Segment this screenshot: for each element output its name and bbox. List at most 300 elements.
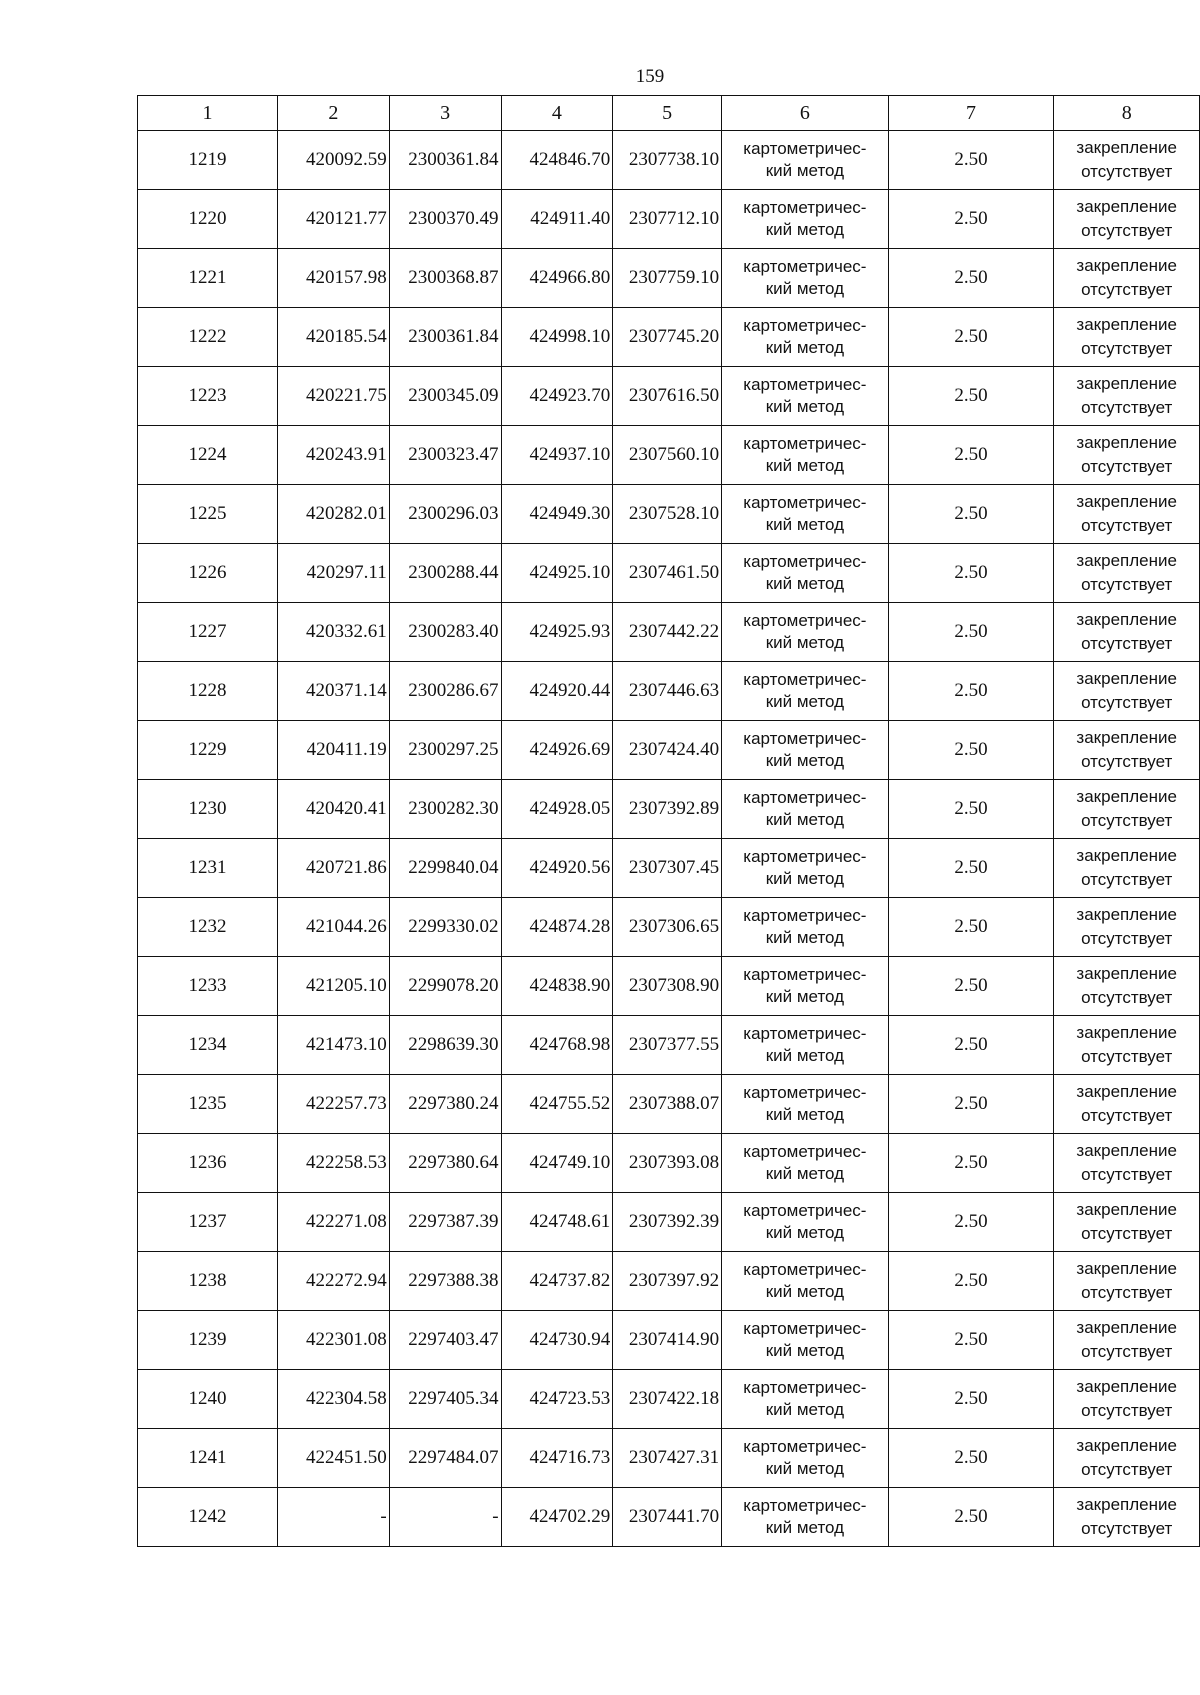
point-number-cell: 1227 <box>138 603 278 662</box>
fixation-cell-line: отсутствует <box>1081 280 1173 299</box>
fixation-cell <box>1054 1134 1200 1193</box>
accuracy-cell: 2.50 <box>888 367 1054 426</box>
fixation-cell-line: закрепление <box>1076 374 1177 393</box>
x-coordinate-cell: 420243.91 <box>278 426 390 485</box>
accuracy-cell: 2.50 <box>888 1193 1054 1252</box>
point-number-cell: 1238 <box>138 1252 278 1311</box>
method-cell <box>722 721 889 780</box>
method-cell-line: кий метод <box>765 1046 845 1065</box>
table-row <box>138 1134 1200 1193</box>
fixation-cell-line: закрепление <box>1076 1318 1177 1337</box>
y-coordinate-cell: 2300361.84 <box>389 131 501 190</box>
table-row <box>138 957 1200 1016</box>
method-cell-line: кий метод <box>765 1164 845 1183</box>
column-header: 7 <box>888 96 1054 131</box>
x-coordinate-cell: 424966.80 <box>501 249 613 308</box>
x-coordinate-cell: 424716.73 <box>501 1429 613 1488</box>
fixation-cell <box>1054 1252 1200 1311</box>
method-cell <box>722 426 889 485</box>
y-coordinate-cell: 2307616.50 <box>613 367 722 426</box>
fixation-cell-line: отсутствует <box>1081 339 1173 358</box>
accuracy-cell: 2.50 <box>888 190 1054 249</box>
accuracy-cell: 2.50 <box>888 1488 1054 1547</box>
accuracy-cell: 2.50 <box>888 1429 1054 1488</box>
x-coordinate-cell: 424998.10 <box>501 308 613 367</box>
point-number-cell: 1224 <box>138 426 278 485</box>
accuracy-cell: 2.50 <box>888 544 1054 603</box>
accuracy-cell: 2.50 <box>888 249 1054 308</box>
method-cell <box>722 308 889 367</box>
y-coordinate-cell: 2297403.47 <box>389 1311 501 1370</box>
method-cell-line: кий метод <box>765 1341 845 1360</box>
y-coordinate-cell: 2300368.87 <box>389 249 501 308</box>
fixation-cell <box>1054 249 1200 308</box>
fixation-cell-line: отсутствует <box>1081 457 1173 476</box>
fixation-cell-line: закрепление <box>1076 846 1177 865</box>
y-coordinate-cell: 2307392.89 <box>613 780 722 839</box>
method-cell <box>722 662 889 721</box>
y-coordinate-cell: 2307446.63 <box>613 662 722 721</box>
point-number-cell: 1219 <box>138 131 278 190</box>
point-number-cell: 1236 <box>138 1134 278 1193</box>
fixation-cell <box>1054 308 1200 367</box>
method-cell-line: кий метод <box>765 692 845 711</box>
y-coordinate-cell: 2300296.03 <box>389 485 501 544</box>
y-coordinate-cell: 2300345.09 <box>389 367 501 426</box>
method-cell-line: кий метод <box>765 279 845 298</box>
x-coordinate-cell: 422451.50 <box>278 1429 390 1488</box>
table-row <box>138 780 1200 839</box>
method-cell-line: картометричес- <box>743 493 867 512</box>
method-cell-line: картометричес- <box>743 611 867 630</box>
y-coordinate-cell: 2299330.02 <box>389 898 501 957</box>
method-cell-line: картометричес- <box>743 965 867 984</box>
table-row <box>138 1016 1200 1075</box>
y-coordinate-cell: 2307377.55 <box>613 1016 722 1075</box>
x-coordinate-cell: - <box>278 1488 390 1547</box>
fixation-cell-line: закрепление <box>1076 197 1177 216</box>
fixation-cell-line: закрепление <box>1076 905 1177 924</box>
column-header: 5 <box>613 96 722 131</box>
x-coordinate-cell: 424925.93 <box>501 603 613 662</box>
method-cell-line: кий метод <box>765 1282 845 1301</box>
point-number-cell: 1239 <box>138 1311 278 1370</box>
fixation-cell-line: отсутствует <box>1081 162 1173 181</box>
y-coordinate-cell: 2307393.08 <box>613 1134 722 1193</box>
point-number-cell: 1229 <box>138 721 278 780</box>
point-number-cell: 1221 <box>138 249 278 308</box>
x-coordinate-cell: 420411.19 <box>278 721 390 780</box>
fixation-cell <box>1054 485 1200 544</box>
method-cell <box>722 1016 889 1075</box>
method-cell <box>722 1134 889 1193</box>
x-coordinate-cell: 422271.08 <box>278 1193 390 1252</box>
table-row <box>138 1488 1200 1547</box>
x-coordinate-cell: 424928.05 <box>501 780 613 839</box>
method-cell-line: картометричес- <box>743 1024 867 1043</box>
accuracy-cell: 2.50 <box>888 1311 1054 1370</box>
method-cell <box>722 1488 889 1547</box>
y-coordinate-cell: 2300361.84 <box>389 308 501 367</box>
method-cell-line: кий метод <box>765 928 845 947</box>
x-coordinate-cell: 424920.56 <box>501 839 613 898</box>
fixation-cell-line: закрепление <box>1076 610 1177 629</box>
method-cell <box>722 839 889 898</box>
y-coordinate-cell: 2300370.49 <box>389 190 501 249</box>
accuracy-cell: 2.50 <box>888 780 1054 839</box>
accuracy-cell: 2.50 <box>888 1252 1054 1311</box>
fixation-cell-line: закрепление <box>1076 315 1177 334</box>
fixation-cell-line: отсутствует <box>1081 1283 1173 1302</box>
fixation-cell-line: закрепление <box>1076 669 1177 688</box>
table-row <box>138 131 1200 190</box>
fixation-cell-line: закрепление <box>1076 1495 1177 1514</box>
x-coordinate-cell: 422272.94 <box>278 1252 390 1311</box>
method-cell <box>722 367 889 426</box>
y-coordinate-cell: 2300286.67 <box>389 662 501 721</box>
point-number-cell: 1228 <box>138 662 278 721</box>
x-coordinate-cell: 420185.54 <box>278 308 390 367</box>
y-coordinate-cell: 2307388.07 <box>613 1075 722 1134</box>
x-coordinate-cell: 420282.01 <box>278 485 390 544</box>
point-number-cell: 1226 <box>138 544 278 603</box>
table-row <box>138 544 1200 603</box>
method-cell-line: кий метод <box>765 220 845 239</box>
point-number-cell: 1232 <box>138 898 278 957</box>
accuracy-cell: 2.50 <box>888 662 1054 721</box>
method-cell-line: кий метод <box>765 1105 845 1124</box>
method-cell <box>722 1429 889 1488</box>
method-cell-line: картометричес- <box>743 1142 867 1161</box>
accuracy-cell: 2.50 <box>888 1134 1054 1193</box>
x-coordinate-cell: 420092.59 <box>278 131 390 190</box>
method-cell-line: кий метод <box>765 810 845 829</box>
fixation-cell <box>1054 1488 1200 1547</box>
fixation-cell-line: закрепление <box>1076 1200 1177 1219</box>
method-cell-line: картометричес- <box>743 139 867 158</box>
method-cell-line: картометричес- <box>743 1201 867 1220</box>
table-row <box>138 1193 1200 1252</box>
x-coordinate-cell: 424874.28 <box>501 898 613 957</box>
fixation-cell-line: отсутствует <box>1081 634 1173 653</box>
accuracy-cell: 2.50 <box>888 308 1054 367</box>
x-coordinate-cell: 420221.75 <box>278 367 390 426</box>
fixation-cell-line: закрепление <box>1076 1377 1177 1396</box>
fixation-cell-line: закрепление <box>1076 551 1177 570</box>
method-cell-line: картометричес- <box>743 1083 867 1102</box>
y-coordinate-cell: - <box>389 1488 501 1547</box>
fixation-cell <box>1054 426 1200 485</box>
fixation-cell <box>1054 1193 1200 1252</box>
x-coordinate-cell: 420420.41 <box>278 780 390 839</box>
method-cell-line: кий метод <box>765 574 845 593</box>
fixation-cell <box>1054 662 1200 721</box>
point-number-cell: 1230 <box>138 780 278 839</box>
column-header: 2 <box>278 96 390 131</box>
fixation-cell-line: отсутствует <box>1081 221 1173 240</box>
x-coordinate-cell: 424846.70 <box>501 131 613 190</box>
method-cell-line: кий метод <box>765 1518 845 1537</box>
method-cell-line: картометричес- <box>743 729 867 748</box>
method-cell-line: картометричес- <box>743 906 867 925</box>
method-cell-line: кий метод <box>765 397 845 416</box>
y-coordinate-cell: 2307307.45 <box>613 839 722 898</box>
fixation-cell-line: закрепление <box>1076 728 1177 747</box>
y-coordinate-cell: 2307461.50 <box>613 544 722 603</box>
method-cell-line: кий метод <box>765 515 845 534</box>
fixation-cell <box>1054 367 1200 426</box>
y-coordinate-cell: 2307738.10 <box>613 131 722 190</box>
x-coordinate-cell: 424755.52 <box>501 1075 613 1134</box>
point-number-cell: 1233 <box>138 957 278 1016</box>
y-coordinate-cell: 2307306.65 <box>613 898 722 957</box>
point-number-cell: 1225 <box>138 485 278 544</box>
table-row <box>138 308 1200 367</box>
page-number: 159 <box>635 66 665 87</box>
method-cell-line: картометричес- <box>743 1437 867 1456</box>
fixation-cell <box>1054 1429 1200 1488</box>
fixation-cell-line: отсутствует <box>1081 1047 1173 1066</box>
table-row <box>138 1252 1200 1311</box>
fixation-cell <box>1054 190 1200 249</box>
method-cell <box>722 1075 889 1134</box>
table-row <box>138 485 1200 544</box>
fixation-cell-line: закрепление <box>1076 787 1177 806</box>
method-cell-line: картометричес- <box>743 1319 867 1338</box>
x-coordinate-cell: 421205.10 <box>278 957 390 1016</box>
method-cell-line: картометричес- <box>743 1378 867 1397</box>
fixation-cell <box>1054 1311 1200 1370</box>
column-header: 4 <box>501 96 613 131</box>
x-coordinate-cell: 421473.10 <box>278 1016 390 1075</box>
x-coordinate-cell: 424748.61 <box>501 1193 613 1252</box>
point-number-cell: 1242 <box>138 1488 278 1547</box>
accuracy-cell: 2.50 <box>888 426 1054 485</box>
column-header: 3 <box>389 96 501 131</box>
fixation-cell <box>1054 131 1200 190</box>
y-coordinate-cell: 2307712.10 <box>613 190 722 249</box>
table-row <box>138 1075 1200 1134</box>
y-coordinate-cell: 2307308.90 <box>613 957 722 1016</box>
method-cell-line: кий метод <box>765 456 845 475</box>
method-cell <box>722 1311 889 1370</box>
method-cell-line: кий метод <box>765 633 845 652</box>
table-row <box>138 249 1200 308</box>
method-cell-line: картометричес- <box>743 1496 867 1515</box>
x-coordinate-cell: 424923.70 <box>501 367 613 426</box>
point-number-cell: 1240 <box>138 1370 278 1429</box>
fixation-cell-line: отсутствует <box>1081 398 1173 417</box>
fixation-cell-line: отсутствует <box>1081 1401 1173 1420</box>
method-cell-line: кий метод <box>765 1459 845 1478</box>
fixation-cell-line: закрепление <box>1076 138 1177 157</box>
y-coordinate-cell: 2300282.30 <box>389 780 501 839</box>
fixation-cell <box>1054 839 1200 898</box>
y-coordinate-cell: 2307745.20 <box>613 308 722 367</box>
y-coordinate-cell: 2297380.24 <box>389 1075 501 1134</box>
table-row <box>138 1311 1200 1370</box>
method-cell-line: картометричес- <box>743 434 867 453</box>
fixation-cell-line: отсутствует <box>1081 1460 1173 1479</box>
fixation-cell-line: отсутствует <box>1081 1224 1173 1243</box>
fixation-cell-line: закрепление <box>1076 433 1177 452</box>
fixation-cell-line: отсутствует <box>1081 1106 1173 1125</box>
y-coordinate-cell: 2300288.44 <box>389 544 501 603</box>
table-row <box>138 839 1200 898</box>
x-coordinate-cell: 420157.98 <box>278 249 390 308</box>
accuracy-cell: 2.50 <box>888 1370 1054 1429</box>
x-coordinate-cell: 420371.14 <box>278 662 390 721</box>
y-coordinate-cell: 2300297.25 <box>389 721 501 780</box>
x-coordinate-cell: 424768.98 <box>501 1016 613 1075</box>
column-header: 1 <box>138 96 278 131</box>
x-coordinate-cell: 424737.82 <box>501 1252 613 1311</box>
method-cell-line: кий метод <box>765 1400 845 1419</box>
y-coordinate-cell: 2307397.92 <box>613 1252 722 1311</box>
table-row <box>138 1429 1200 1488</box>
column-header: 8 <box>1054 96 1200 131</box>
fixation-cell <box>1054 1075 1200 1134</box>
accuracy-cell: 2.50 <box>888 485 1054 544</box>
fixation-cell-line: закрепление <box>1076 256 1177 275</box>
method-cell <box>722 249 889 308</box>
accuracy-cell: 2.50 <box>888 131 1054 190</box>
x-coordinate-cell: 422257.73 <box>278 1075 390 1134</box>
x-coordinate-cell: 424937.10 <box>501 426 613 485</box>
fixation-cell <box>1054 544 1200 603</box>
coordinates-table <box>137 95 1200 1547</box>
method-cell-line: картометричес- <box>743 552 867 571</box>
method-cell-line: картометричес- <box>743 316 867 335</box>
x-coordinate-cell: 424911.40 <box>501 190 613 249</box>
fixation-cell-line: закрепление <box>1076 1023 1177 1042</box>
method-cell <box>722 190 889 249</box>
method-cell-line: картометричес- <box>743 847 867 866</box>
table-row <box>138 603 1200 662</box>
fixation-cell-line: отсутствует <box>1081 929 1173 948</box>
y-coordinate-cell: 2300323.47 <box>389 426 501 485</box>
y-coordinate-cell: 2298639.30 <box>389 1016 501 1075</box>
x-coordinate-cell: 420121.77 <box>278 190 390 249</box>
y-coordinate-cell: 2307427.31 <box>613 1429 722 1488</box>
y-coordinate-cell: 2307528.10 <box>613 485 722 544</box>
method-cell-line: картометричес- <box>743 198 867 217</box>
fixation-cell-line: отсутствует <box>1081 1342 1173 1361</box>
y-coordinate-cell: 2297405.34 <box>389 1370 501 1429</box>
point-number-cell: 1223 <box>138 367 278 426</box>
table-header-row <box>138 96 1200 131</box>
fixation-cell-line: закрепление <box>1076 1259 1177 1278</box>
method-cell <box>722 957 889 1016</box>
fixation-cell <box>1054 957 1200 1016</box>
method-cell <box>722 1252 889 1311</box>
column-header: 6 <box>722 96 889 131</box>
fixation-cell-line: отсутствует <box>1081 1165 1173 1184</box>
y-coordinate-cell: 2297380.64 <box>389 1134 501 1193</box>
method-cell-line: кий метод <box>765 751 845 770</box>
fixation-cell-line: отсутствует <box>1081 516 1173 535</box>
point-number-cell: 1220 <box>138 190 278 249</box>
method-cell-line: кий метод <box>765 338 845 357</box>
table-body <box>138 131 1200 1547</box>
method-cell <box>722 131 889 190</box>
method-cell <box>722 485 889 544</box>
table-row <box>138 721 1200 780</box>
y-coordinate-cell: 2307414.90 <box>613 1311 722 1370</box>
table-row <box>138 190 1200 249</box>
method-cell <box>722 780 889 839</box>
fixation-cell-line: отсутствует <box>1081 988 1173 1007</box>
table-row <box>138 898 1200 957</box>
fixation-cell-line: отсутствует <box>1081 811 1173 830</box>
fixation-cell-line: закрепление <box>1076 1141 1177 1160</box>
fixation-cell-line: закрепление <box>1076 1436 1177 1455</box>
x-coordinate-cell: 424730.94 <box>501 1311 613 1370</box>
method-cell-line: картометричес- <box>743 788 867 807</box>
x-coordinate-cell: 424723.53 <box>501 1370 613 1429</box>
method-cell-line: картометричес- <box>743 257 867 276</box>
y-coordinate-cell: 2307392.39 <box>613 1193 722 1252</box>
fixation-cell <box>1054 1016 1200 1075</box>
method-cell-line: картометричес- <box>743 375 867 394</box>
x-coordinate-cell: 422304.58 <box>278 1370 390 1429</box>
x-coordinate-cell: 424949.30 <box>501 485 613 544</box>
fixation-cell-line: закрепление <box>1076 1082 1177 1101</box>
method-cell <box>722 603 889 662</box>
y-coordinate-cell: 2307560.10 <box>613 426 722 485</box>
point-number-cell: 1222 <box>138 308 278 367</box>
point-number-cell: 1241 <box>138 1429 278 1488</box>
fixation-cell <box>1054 1370 1200 1429</box>
y-coordinate-cell: 2307759.10 <box>613 249 722 308</box>
y-coordinate-cell: 2299840.04 <box>389 839 501 898</box>
accuracy-cell: 2.50 <box>888 898 1054 957</box>
method-cell-line: кий метод <box>765 987 845 1006</box>
table-row <box>138 662 1200 721</box>
method-cell-line: кий метод <box>765 1223 845 1242</box>
y-coordinate-cell: 2299078.20 <box>389 957 501 1016</box>
y-coordinate-cell: 2297388.38 <box>389 1252 501 1311</box>
method-cell <box>722 898 889 957</box>
fixation-cell <box>1054 603 1200 662</box>
accuracy-cell: 2.50 <box>888 603 1054 662</box>
x-coordinate-cell: 420721.86 <box>278 839 390 898</box>
accuracy-cell: 2.50 <box>888 839 1054 898</box>
x-coordinate-cell: 420332.61 <box>278 603 390 662</box>
point-number-cell: 1237 <box>138 1193 278 1252</box>
x-coordinate-cell: 422301.08 <box>278 1311 390 1370</box>
method-cell <box>722 1370 889 1429</box>
y-coordinate-cell: 2300283.40 <box>389 603 501 662</box>
fixation-cell-line: закрепление <box>1076 964 1177 983</box>
fixation-cell-line: отсутствует <box>1081 752 1173 771</box>
fixation-cell <box>1054 898 1200 957</box>
table-row <box>138 367 1200 426</box>
x-coordinate-cell: 424920.44 <box>501 662 613 721</box>
y-coordinate-cell: 2307442.22 <box>613 603 722 662</box>
method-cell-line: кий метод <box>765 869 845 888</box>
point-number-cell: 1234 <box>138 1016 278 1075</box>
y-coordinate-cell: 2307422.18 <box>613 1370 722 1429</box>
x-coordinate-cell: 424702.29 <box>501 1488 613 1547</box>
accuracy-cell: 2.50 <box>888 1016 1054 1075</box>
point-number-cell: 1231 <box>138 839 278 898</box>
method-cell-line: кий метод <box>765 161 845 180</box>
x-coordinate-cell: 424926.69 <box>501 721 613 780</box>
x-coordinate-cell: 421044.26 <box>278 898 390 957</box>
y-coordinate-cell: 2307441.70 <box>613 1488 722 1547</box>
table-row <box>138 426 1200 485</box>
